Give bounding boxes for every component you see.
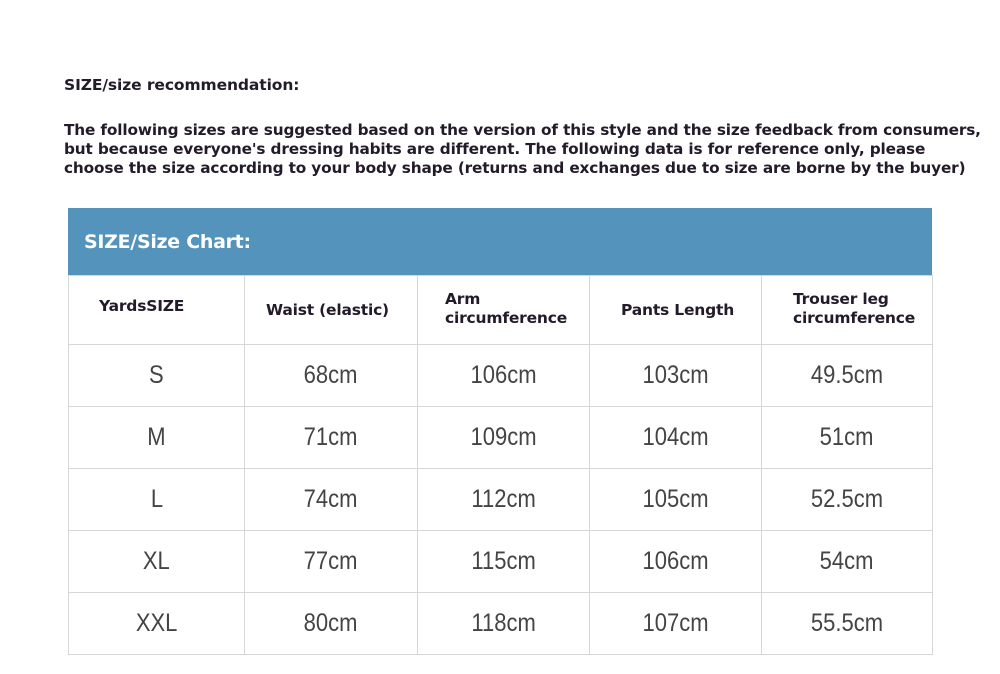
table-row xyxy=(69,469,933,531)
cell-trouser-leg-circumference: 49.5cm xyxy=(762,345,933,407)
recommendation-title: SIZE/size recommendation: xyxy=(64,76,300,94)
cell-trouser-leg-circumference: 52.5cm xyxy=(762,469,933,531)
cell-trouser-leg-circumference: 51cm xyxy=(762,407,933,469)
cell-arm-circumference: 112cm xyxy=(418,469,590,531)
column-header-pants-length: Pants Length xyxy=(590,276,762,345)
cell-size: XL xyxy=(69,531,245,593)
cell-waist: 68cm xyxy=(245,345,418,407)
cell-arm-circumference: 118cm xyxy=(418,593,590,655)
cell-size: XXL xyxy=(69,593,245,655)
cell-arm-circumference: 115cm xyxy=(418,531,590,593)
recommendation-line: choose the size according to your body shape (returns and exchanges due to size are borne by the buyer) xyxy=(64,159,966,177)
cell-arm-circumference: 106cm xyxy=(418,345,590,407)
cell-size: S xyxy=(69,345,245,407)
cell-trouser-leg-circumference: 54cm xyxy=(762,531,933,593)
cell-pants-length: 105cm xyxy=(590,469,762,531)
size-chart xyxy=(68,208,932,655)
cell-pants-length: 107cm xyxy=(590,593,762,655)
size-table xyxy=(68,275,933,655)
cell-pants-length: 104cm xyxy=(590,407,762,469)
cell-size: L xyxy=(69,469,245,531)
table-row xyxy=(69,407,933,469)
recommendation-line: but because everyone's dressing habits are different. The following data is for reference only, please xyxy=(64,140,926,158)
cell-arm-circumference: 109cm xyxy=(418,407,590,469)
cell-waist: 71cm xyxy=(245,407,418,469)
column-header-trouser-leg-circumference: Trouser leg circumference xyxy=(762,276,933,345)
cell-size: M xyxy=(69,407,245,469)
recommendation-text xyxy=(64,121,981,178)
cell-waist: 80cm xyxy=(245,593,418,655)
table-row xyxy=(69,345,933,407)
cell-trouser-leg-circumference: 55.5cm xyxy=(762,593,933,655)
table-header-row xyxy=(69,276,933,345)
recommendation-line: The following sizes are suggested based on the version of this style and the size feedback from consumers, xyxy=(64,121,981,139)
cell-waist: 77cm xyxy=(245,531,418,593)
column-header-size: YardsSIZE xyxy=(69,276,245,345)
size-chart-title: SIZE/Size Chart: xyxy=(68,208,932,275)
cell-waist: 74cm xyxy=(245,469,418,531)
cell-pants-length: 106cm xyxy=(590,531,762,593)
table-row xyxy=(69,593,933,655)
column-header-waist: Waist (elastic) xyxy=(245,276,418,345)
column-header-arm-circumference: Arm circumference xyxy=(418,276,590,345)
table-row xyxy=(69,531,933,593)
cell-pants-length: 103cm xyxy=(590,345,762,407)
